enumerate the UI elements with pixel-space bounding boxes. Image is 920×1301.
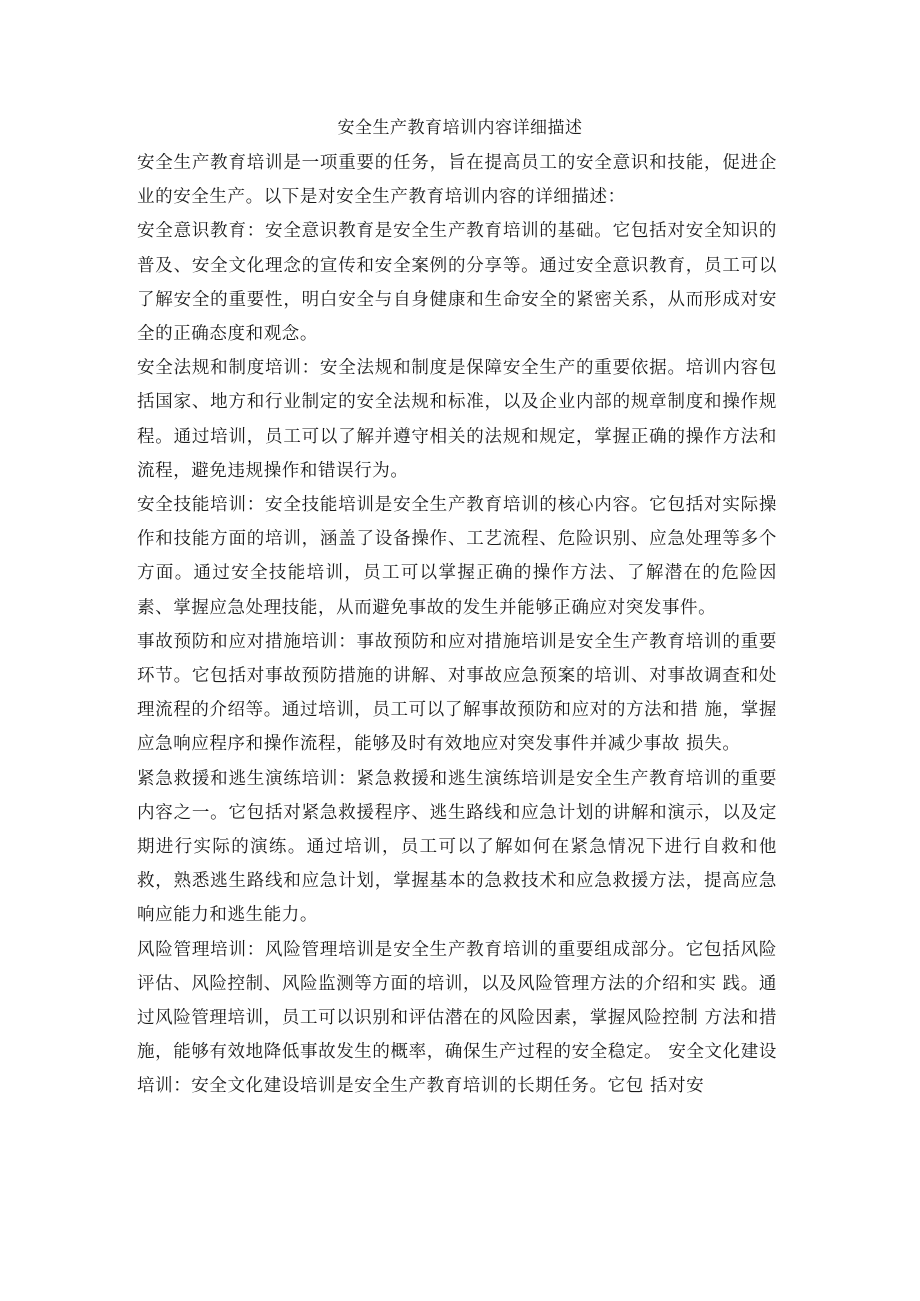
paragraph-regulations: 安全法规和制度培训：安全法规和制度是保障安全生产的重要依据。培训内容包括国家、地方和行业制定的安全法规和标准，以及企业内部的规章制度和操作规程。通过培训，员工可以了解并遵守相关的法规和规定，掌握正确的操作方法和流程，避免违规操作和错误行为。 (137, 358, 777, 481)
paragraph-skills: 安全技能培训：安全技能培训是安全生产教育培训的核心内容。它包括对实际操作和技能方面的培训，涵盖了设备操作、工艺流程、危险识别、应急处理等多个方面。通过安全技能培训，员工可以掌握正确的操作方法、了解潜在的危险因素、掌握应急处理技能，从而避免事故的发生并能够正确应对突发事件。 (137, 495, 777, 618)
paragraph-risk-management: 风险管理培训：风险管理培训是安全生产教育培训的重要组成部分。它包括风险评估、风险控制、风险监测等方面的培训，以及风险管理方法的介绍和实 践。通过风险管理培训，员工可以识别和评估潜在的风险因素，掌握风险控制 方法和措施，能够有效地降低事故发生的概率，确保生产过程的安全稳定。 安全文化建设培训：安全文化建设培训是安全生产教育培训的长期任务。它包 括对安 (137, 939, 777, 1097)
paragraph-intro: 安全生产教育培训是一项重要的任务，旨在提高员工的安全意识和技能，促进企业的安全生产。以下是对安全生产教育培训内容的详细描述： (137, 153, 777, 208)
document-title: 安全生产教育培训内容详细描述 (337, 118, 583, 138)
paragraph-safety-awareness: 安全意识教育：安全意识教育是安全生产教育培训的基础。它包括对安全知识的普及、安全文化理念的宣传和安全案例的分享等。通过安全意识教育，员工可以了解安全的重要性，明白安全与自身健康和生命安全的紧密关系，从而形成对安全的正确态度和观念。 (137, 221, 777, 345)
document-body (137, 146, 777, 1104)
paragraph-emergency-drill: 紧急救援和逃生演练培训：紧急救援和逃生演练培训是安全生产教育培训的重要内容之一。它包括对紧急救援程序、逃生路线和应急计划的讲解和演示，以及定期进行实际的演练。通过培训，员工可以了解如何在紧急情况下进行自救和他救，熟悉逃生路线和应急计划，掌握基本的急救技术和应急救援方法，提高应急响应能力和逃生能力。 (137, 768, 777, 926)
paragraph-accident-prevention: 事故预防和应对措施培训：事故预防和应对措施培训是安全生产教育培训的重要环节。它包括对事故预防措施的讲解、对事故应急预案的培训、对事故调查和处理流程的介绍等。通过培训，员工可以了解事故预防和应对的方法和措 施，掌握应急响应程序和操作流程，能够及时有效地应对突发事件并减少事故 损失。 (137, 631, 777, 755)
